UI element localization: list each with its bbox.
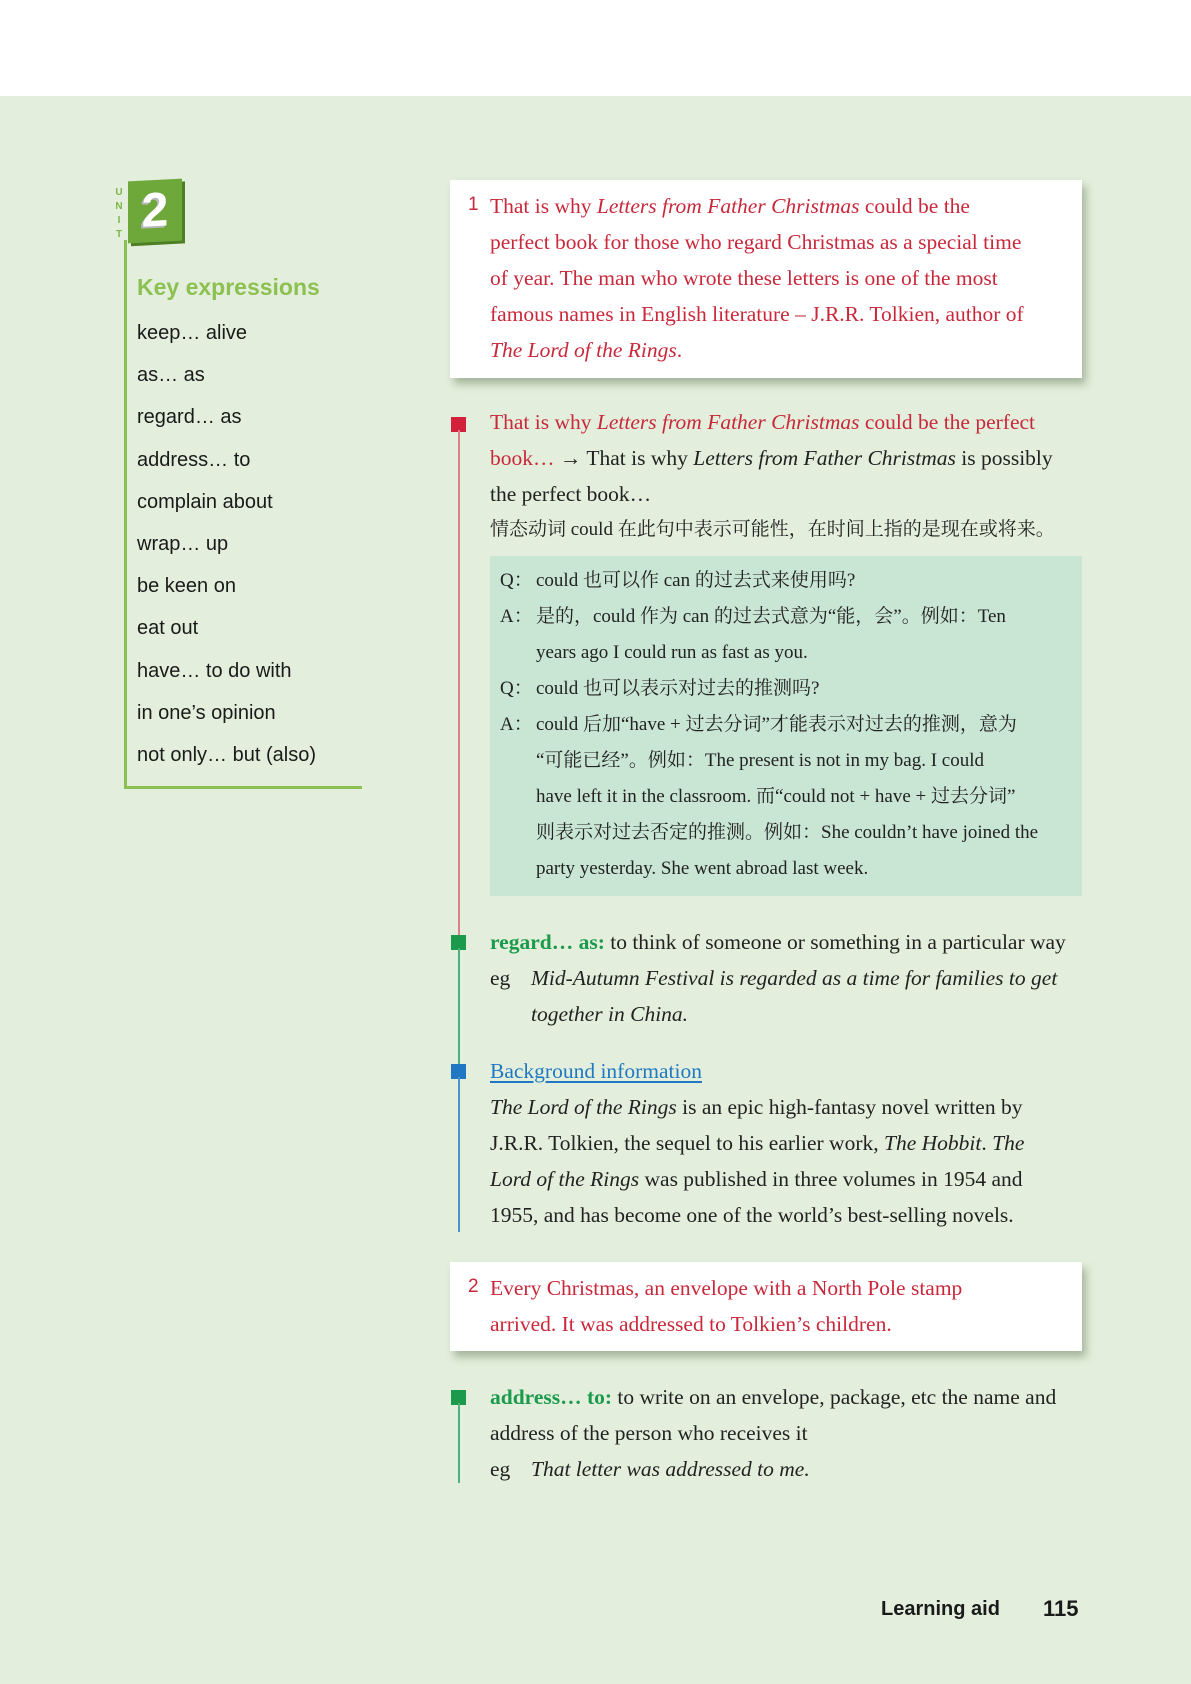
text: could be the xyxy=(859,194,970,218)
sentence-1-line: famous names in English literature – J.R.R. Tolkien, author of xyxy=(490,302,1024,326)
book-title: The xyxy=(992,1131,1025,1155)
book-title: Letters from Father Christmas xyxy=(596,194,860,218)
note-could-line xyxy=(490,404,1055,440)
sentence-1-number: 1 xyxy=(468,194,479,215)
sentence-1-line: perfect book for those who regard Christmas as a special time xyxy=(490,230,1022,254)
note-address-line xyxy=(490,1451,1056,1487)
term-heading: address… to: xyxy=(490,1385,613,1409)
unit-label xyxy=(112,186,126,242)
sidebar-rule-horizontal xyxy=(124,786,362,789)
qa-line xyxy=(500,599,1006,635)
key-expression-item: in one’s opinion xyxy=(137,701,276,724)
example: Mid-Autumn Festival is regarded as a time for families to get xyxy=(531,966,1058,990)
key-expression-item: wrap… up xyxy=(137,532,229,555)
qa-tag: A： xyxy=(500,606,533,627)
note-could xyxy=(490,404,1055,548)
blue-note-rule xyxy=(458,1077,460,1232)
example: That letter was addressed to me. xyxy=(531,1457,810,1481)
key-expression-item: keep… alive xyxy=(137,322,248,344)
red-note-rule xyxy=(458,430,460,938)
sentence-1-line xyxy=(490,332,1024,368)
sentence-2-line: Every Christmas, an envelope with a North Pole stamp xyxy=(490,1276,963,1300)
qa-line xyxy=(500,635,808,671)
note-background xyxy=(490,1053,1024,1233)
qa-line xyxy=(500,851,868,887)
sidebar-rule-vertical xyxy=(124,240,127,789)
key-expression-item: regard… as xyxy=(137,406,242,429)
note-address xyxy=(490,1379,1056,1487)
key-expression-item: address… to xyxy=(137,448,251,471)
green-note-rule xyxy=(458,948,460,1066)
sentence-1-text xyxy=(490,188,1024,368)
text: is possibly xyxy=(955,446,1053,470)
book-title: Letters from Father Christmas xyxy=(693,446,956,470)
sentence-2-line: arrived. It was addressed to Tolkien’s children. xyxy=(490,1312,892,1336)
note-regard xyxy=(490,924,1066,1032)
qa-text: could 也可以表示对过去的推测吗? xyxy=(536,678,820,699)
qa-text: 则表示对过去否定的推测。例如：She couldn’t have joined the xyxy=(536,822,1039,843)
key-expression-item: not only… but (also) xyxy=(137,743,316,766)
sentence-2-number: 2 xyxy=(468,1276,479,1297)
book-title: Lord of the Rings xyxy=(490,1167,640,1191)
qa-line xyxy=(500,563,855,599)
qa-line xyxy=(500,815,1038,851)
note-regard-line xyxy=(490,924,1066,960)
text: . xyxy=(676,338,683,362)
note-address-line: address of the person who receives it xyxy=(490,1421,808,1445)
unit-number: 2 xyxy=(141,183,169,238)
text: J.R.R. Tolkien, the sequel to his earlier work, xyxy=(490,1131,884,1155)
unit-badge xyxy=(128,179,182,244)
qa-text: 是的，could 作为 can 的过去式意为“能，会”。例如：Ten xyxy=(536,606,1006,627)
key-expressions-title: Key expressions xyxy=(137,274,320,300)
note-address-line xyxy=(490,1379,1056,1415)
book-title: The Lord of the Rings xyxy=(490,1095,677,1119)
text: book… xyxy=(490,446,555,470)
sentence-1-line xyxy=(490,188,1024,224)
qa-tag: Q： xyxy=(500,570,533,591)
page-number: 115 xyxy=(1043,1596,1079,1621)
qa-text: could 也可以作 can 的过去式来使用吗? xyxy=(536,570,856,591)
note-regard-line xyxy=(490,960,1066,996)
background-line xyxy=(490,1089,1024,1125)
sentence-1-line: of year. The man who wrote these letters is one of the most xyxy=(490,266,998,290)
qa-text: have left it in the classroom. 而“could not + have + 过去分词” xyxy=(536,786,1016,807)
qa-tag: Q： xyxy=(500,678,533,699)
qa-text: “可能已经”。例如：The present is not in my bag. I could xyxy=(536,750,985,771)
book-title: The Lord of the Rings xyxy=(490,338,677,362)
text: could be the perfect xyxy=(859,410,1036,434)
qa-line xyxy=(500,671,819,707)
text: That is why xyxy=(490,410,597,434)
unit-letter: I xyxy=(117,215,121,226)
qa-line xyxy=(500,743,984,779)
eg-label: eg xyxy=(490,1457,511,1481)
background-line xyxy=(490,1125,1024,1161)
book-title: Letters from Father Christmas xyxy=(596,410,860,434)
background-line: 1955, and has become one of the world’s best-selling novels. xyxy=(490,1203,1014,1227)
text: That is why xyxy=(490,194,597,218)
background-info-title[interactable]: Background information xyxy=(490,1059,702,1083)
definition: to think of someone or something in a particular way xyxy=(604,930,1066,954)
definition: to write on an envelope, package, etc the name and xyxy=(612,1385,1057,1409)
note-could-line xyxy=(490,440,1055,476)
background-line xyxy=(490,1161,1024,1197)
unit-letter: U xyxy=(115,187,123,198)
eg-label: eg xyxy=(490,966,511,990)
qa-tag: A： xyxy=(500,714,533,735)
qa-text: party yesterday. She went abroad last week. xyxy=(536,858,869,879)
text: is an epic high-fantasy novel written by xyxy=(676,1095,1023,1119)
sentence-2-text xyxy=(490,1270,962,1342)
qa-text: could 后加“have + 过去分词”才能表示对过去的推测，意为 xyxy=(536,714,1017,735)
unit-letter: T xyxy=(115,229,123,240)
note-regard-line xyxy=(490,996,1066,1032)
book-title: The Hobbit xyxy=(884,1131,982,1155)
unit-letter: N xyxy=(115,201,123,212)
qa-line xyxy=(500,707,1017,743)
text: → That is why xyxy=(554,446,694,470)
key-expression-item: complain about xyxy=(137,490,273,513)
key-expression-item: as… as xyxy=(137,364,205,387)
key-expression-item: be keen on xyxy=(137,575,236,598)
green-note-rule xyxy=(458,1403,460,1483)
qa-line xyxy=(500,779,1015,815)
term-heading: regard… as: xyxy=(490,930,605,954)
footer-section-label: Learning aid xyxy=(881,1598,1000,1620)
key-expression-item: eat out xyxy=(137,617,199,640)
key-expression-item: have… to do with xyxy=(137,659,292,682)
note-could-line: the perfect book… xyxy=(490,482,652,506)
text: . xyxy=(981,1131,993,1155)
qa-text: years ago I could run as fast as you. xyxy=(536,642,808,663)
note-could-chinese: 情态动词 could 在此句中表示可能性，在时间上指的是现在或将来。 xyxy=(490,519,1055,540)
background-info-link[interactable] xyxy=(490,1053,1024,1089)
example: together in China. xyxy=(531,1002,689,1026)
key-expressions-list xyxy=(137,318,316,782)
text: was published in three volumes in 1954 and xyxy=(639,1167,1023,1191)
